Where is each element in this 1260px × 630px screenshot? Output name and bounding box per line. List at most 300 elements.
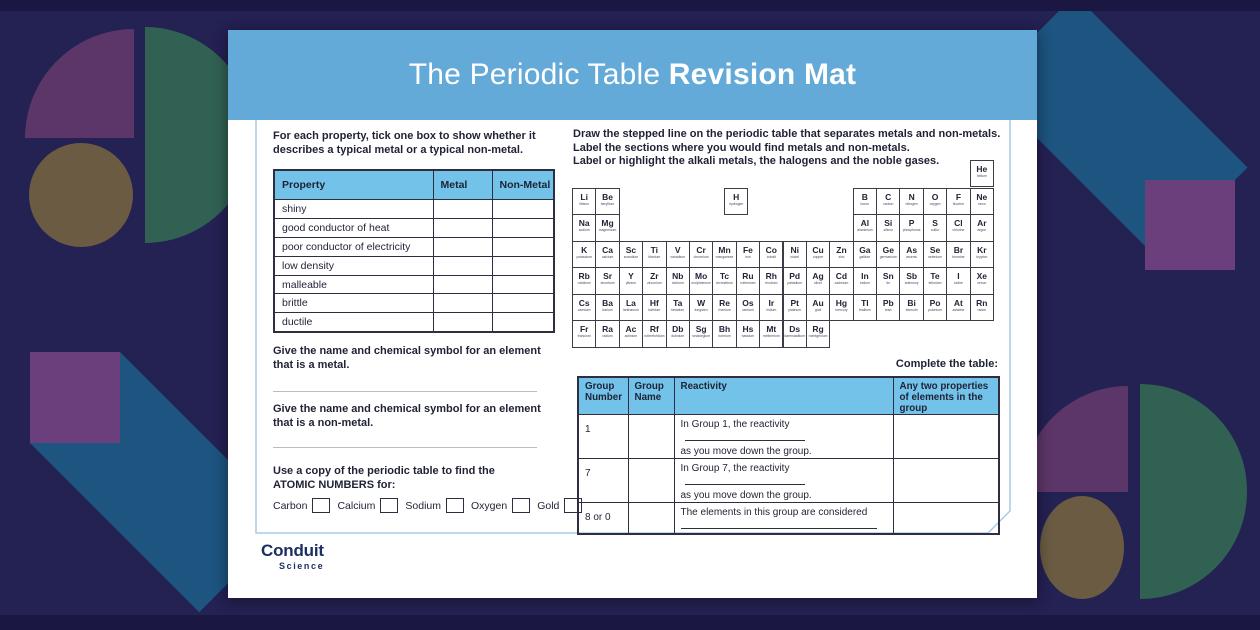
table-row [274, 237, 554, 256]
element-cell-sb [899, 267, 923, 295]
element-symbol: Ar [977, 218, 987, 228]
element-name: strontium [600, 281, 615, 285]
element-name: tellurium [928, 281, 942, 285]
element-symbol: Tl [861, 297, 869, 308]
nonmetal-tick-cell[interactable] [492, 256, 554, 275]
nonmetal-tick-cell[interactable] [492, 200, 554, 219]
element-cell-i [946, 267, 970, 295]
element-symbol: Cu [812, 244, 824, 255]
element-name: ruthenium [740, 281, 756, 285]
table-row [274, 294, 554, 313]
element-symbol: As [906, 244, 918, 255]
group-table-header-row [578, 377, 999, 415]
element-symbol: Na [578, 218, 590, 228]
element-cell-re [712, 294, 736, 322]
element-name: roentgenium [808, 334, 828, 338]
element-symbol: O [931, 191, 939, 202]
element-name: chlorine [952, 228, 965, 232]
element-symbol: Mo [694, 271, 708, 281]
element-name: dubnium [671, 334, 685, 338]
element-symbol: Bi [907, 297, 916, 308]
element-cell-al [853, 214, 877, 242]
reactivity-line2: as you move down the group. [680, 446, 812, 457]
atomic-number-box-sodium[interactable] [446, 498, 464, 513]
element-symbol: Ru [742, 271, 754, 281]
instruction-line-3: Label or highlight the alkali metals, the halogens and the noble gases. [573, 155, 940, 167]
element-name: antimony [904, 281, 919, 285]
properties-cell[interactable] [893, 459, 999, 503]
property-table [273, 169, 555, 333]
element-cell-cr [689, 241, 713, 269]
metal-prompt: Give the name and chemical symbol for an element that is a metal. [273, 345, 541, 371]
element-symbol: S [932, 218, 938, 228]
element-symbol: Zr [650, 271, 659, 281]
group-number-cell: 8 or 0 [578, 503, 628, 535]
element-cell-au [806, 294, 830, 322]
element-symbol: Db [672, 324, 684, 334]
element-name: technetium [716, 281, 733, 285]
element-cell-cd [829, 267, 853, 295]
element-name: bismuth [905, 307, 918, 312]
element-cell-br [946, 241, 970, 269]
element-symbol: Mg [601, 218, 614, 228]
element-cell-ni [783, 241, 807, 269]
element-symbol: Mn [718, 244, 731, 255]
element-cell-rb [572, 267, 596, 295]
decor-strip-bottom [0, 615, 1260, 630]
element-name: platinum [788, 307, 802, 312]
element-name: xenon [977, 281, 987, 285]
element-cell-tc [712, 267, 736, 295]
element-name: thallium [859, 307, 871, 312]
group-name-cell[interactable] [628, 503, 674, 535]
element-cell-ds [783, 320, 807, 348]
element-name: germanium [879, 254, 897, 259]
element-symbol: Pb [882, 297, 894, 308]
element-symbol: Ge [882, 244, 894, 255]
nonmetal-prompt: Give the name and chemical symbol for an element that is a non-metal. [273, 403, 541, 429]
element-name: yttrium [625, 281, 637, 285]
reactivity-cell[interactable] [674, 503, 893, 535]
element-cell-li [572, 188, 596, 216]
element-cell-ag [806, 267, 830, 295]
table-row [274, 313, 554, 332]
element-name: neon [978, 201, 986, 206]
element-cell-ge [876, 241, 900, 269]
reactivity-blank[interactable] [685, 431, 805, 441]
element-cell-y [619, 267, 643, 295]
element-name: arsenic [906, 254, 918, 259]
element-cell-fr [572, 320, 596, 348]
element-symbol: Ir [768, 297, 775, 308]
element-symbol: Po [929, 297, 941, 308]
element-cell-si [876, 214, 900, 242]
element-cell-ba [595, 294, 619, 322]
group-table [577, 376, 1000, 535]
reactivity-line2 [681, 519, 889, 533]
element-cell-ta [666, 294, 690, 322]
element-symbol: Tc [719, 271, 730, 281]
properties-cell[interactable] [893, 503, 999, 535]
table-row [274, 256, 554, 275]
metal-answer-line[interactable] [273, 391, 537, 392]
atomic-element-label: Calcium [337, 499, 376, 512]
nonmetal-tick-cell[interactable] [492, 294, 554, 313]
worksheet-page [228, 30, 1037, 598]
element-name: beryllium [600, 201, 615, 206]
element-name: aluminium [857, 228, 873, 232]
element-cell-pb [876, 294, 900, 322]
element-symbol: Sb [906, 271, 918, 281]
element-cell-ne [970, 188, 994, 216]
element-cell-cl [946, 214, 970, 242]
element-cell-o [923, 188, 947, 216]
element-cell-xe [970, 267, 994, 295]
group-number-cell: 1 [578, 415, 628, 459]
element-cell-rf [642, 320, 666, 348]
property-label: malleable [274, 275, 433, 294]
element-cell-ru [736, 267, 760, 295]
element-symbol: Cd [835, 271, 848, 281]
element-name: selenium [928, 254, 942, 259]
element-symbol: Au [812, 297, 824, 308]
element-name: iodine [953, 281, 963, 285]
logo-name: Conduit [261, 541, 324, 560]
group-header-2: Reactivity [674, 377, 893, 415]
element-symbol: Kr [977, 244, 987, 255]
metal-tick-cell[interactable] [433, 313, 492, 332]
element-name: iridium [766, 307, 777, 312]
reactivity-line1: In Group 1, the reactivity [681, 418, 889, 445]
element-symbol: Sg [695, 324, 707, 334]
element-symbol: Ne [976, 191, 988, 202]
nonmetal-tick-cell[interactable] [492, 218, 554, 237]
element-name: polonium [928, 307, 942, 312]
element-symbol: Rg [812, 324, 824, 334]
nonmetal-tick-cell[interactable] [492, 275, 554, 294]
property-header-1: Metal [433, 170, 492, 200]
reactivity-line1: In Group 7, the reactivity [681, 462, 889, 489]
table-row [578, 459, 999, 503]
element-cell-h [724, 188, 748, 216]
element-cell-la [619, 294, 643, 322]
property-instruction: For each property, tick one box to show whether it describes a typical metal or a typical non-metal. [273, 130, 536, 156]
element-name: meitnerium [762, 334, 780, 338]
element-symbol: He [976, 163, 988, 174]
element-cell-na [572, 214, 596, 242]
element-cell-hg [829, 294, 853, 322]
decor-square-left [30, 352, 120, 443]
element-name: phosphorus [902, 228, 921, 232]
property-label: ductile [274, 313, 433, 332]
element-symbol: C [885, 191, 892, 202]
element-symbol: Hg [835, 297, 848, 308]
element-cell-he [970, 160, 994, 188]
periodic-table-instructions [573, 128, 1013, 169]
element-cell-f [946, 188, 970, 216]
metal-tick-cell[interactable] [433, 275, 492, 294]
table-row [274, 275, 554, 294]
element-symbol: Te [930, 271, 940, 281]
element-name: zirconium [647, 281, 662, 285]
element-cell-zr [642, 267, 666, 295]
element-name: fluorine [952, 201, 964, 206]
element-name: rubidium [577, 281, 591, 285]
element-symbol: Sc [625, 244, 637, 255]
element-symbol: Fr [579, 324, 589, 334]
table-row [274, 218, 554, 237]
element-symbol: Rb [578, 271, 590, 281]
element-name: boron [860, 201, 870, 206]
element-cell-mt [759, 320, 783, 348]
property-table-body [274, 200, 554, 333]
element-name: radium [602, 334, 613, 338]
element-symbol: Hf [649, 297, 659, 308]
element-name: molybdenum [691, 281, 711, 285]
nonmetal-tick-cell[interactable] [492, 237, 554, 256]
element-symbol: Si [884, 218, 893, 228]
element-name: tin [886, 281, 891, 285]
element-cell-se [923, 241, 947, 269]
element-symbol: W [697, 297, 706, 308]
element-name: gallium [859, 254, 871, 259]
metal-tick-cell[interactable] [433, 256, 492, 275]
element-cell-p [899, 214, 923, 242]
element-name: radon [977, 307, 987, 312]
element-symbol: Sr [603, 271, 613, 281]
element-symbol: La [625, 297, 636, 308]
element-symbol: B [861, 191, 868, 202]
element-symbol: Mt [766, 324, 777, 334]
atomic-element-label: Gold [537, 499, 560, 512]
element-symbol: Ac [625, 324, 637, 334]
element-symbol: Fe [742, 244, 753, 255]
element-cell-at [946, 294, 970, 322]
element-name: osmium [741, 307, 754, 312]
element-symbol: Bh [718, 324, 731, 334]
element-cell-bi [899, 294, 923, 322]
element-cell-in [853, 267, 877, 295]
reactivity-line1: The elements in this group are considered [680, 507, 868, 518]
element-symbol: Li [580, 191, 588, 202]
element-cell-w [689, 294, 713, 322]
element-cell-be [595, 188, 619, 216]
element-cell-bh [712, 320, 736, 348]
element-cell-fe [736, 241, 760, 269]
periodic-table[interactable] [572, 163, 994, 347]
group-name-cell[interactable] [628, 459, 674, 503]
element-symbol: Cr [696, 244, 706, 255]
group-number-cell: 7 [578, 459, 628, 503]
decor-strip-top [0, 0, 1260, 11]
element-name: hafnium [648, 307, 661, 312]
properties-cell[interactable] [893, 415, 999, 459]
element-symbol: Nb [672, 271, 684, 281]
element-symbol: Ds [789, 324, 801, 334]
property-header-0: Property [274, 170, 433, 200]
element-name: vanadium [670, 254, 686, 259]
element-symbol: N [908, 191, 915, 202]
element-cell-zn [829, 241, 853, 269]
decor-quarter-circle-top-left [25, 29, 134, 138]
element-symbol: Al [860, 218, 870, 228]
element-symbol: Be [602, 191, 613, 202]
metal-tick-cell[interactable] [433, 237, 492, 256]
page-title-bold: Revision Mat [668, 58, 857, 91]
element-cell-db [666, 320, 690, 348]
group-header-1: Group Name [628, 377, 674, 415]
element-cell-c [876, 188, 900, 216]
element-name: helium [976, 173, 987, 178]
element-symbol: I [957, 271, 960, 281]
element-cell-mo [689, 267, 713, 295]
reactivity-blank[interactable] [681, 519, 877, 529]
element-symbol: Cs [578, 297, 590, 308]
element-name: palladium [787, 281, 802, 285]
element-name: barium [602, 307, 613, 312]
element-symbol: Se [929, 244, 941, 255]
nonmetal-tick-cell[interactable] [492, 313, 554, 332]
element-cell-sn [876, 267, 900, 295]
element-cell-as [899, 241, 923, 269]
property-table-header-row [274, 170, 554, 200]
element-cell-kr [970, 241, 994, 269]
element-cell-rg [806, 320, 830, 348]
element-cell-ar [970, 214, 994, 242]
element-cell-mn [712, 241, 736, 269]
element-cell-co [759, 241, 783, 269]
group-name-cell[interactable] [628, 415, 674, 459]
element-symbol: Ca [602, 244, 613, 255]
element-cell-ti [642, 241, 666, 269]
complete-table-label: Complete the table: [895, 358, 998, 370]
element-symbol: Y [628, 271, 634, 281]
atomic-number-box-carbon[interactable] [312, 498, 330, 513]
element-symbol: Pd [789, 271, 801, 281]
element-symbol: P [908, 218, 915, 228]
atomic-number-box-calcium[interactable] [380, 498, 398, 513]
reactivity-cell[interactable] [674, 415, 893, 459]
property-label: poor conductor of electricity [274, 237, 433, 256]
element-name: rhenium [718, 307, 731, 312]
element-cell-b [853, 188, 877, 216]
element-cell-tl [853, 294, 877, 322]
element-name: gold [814, 307, 822, 312]
property-header-2: Non-Metal [492, 170, 554, 200]
element-cell-sc [619, 241, 643, 269]
element-symbol: Rn [976, 297, 988, 308]
element-symbol: Os [742, 297, 754, 308]
element-name: calcium [601, 254, 614, 259]
metal-tick-cell[interactable] [433, 294, 492, 313]
element-name: tantalum [671, 307, 685, 312]
element-name: silver [814, 281, 823, 285]
element-name: darmstadtium [784, 334, 805, 338]
element-name: rhodium [765, 281, 778, 285]
element-symbol: Sn [882, 271, 894, 281]
element-name: cobalt [766, 254, 776, 259]
element-symbol: Hs [742, 324, 754, 334]
element-symbol: Ni [790, 244, 799, 255]
logo-subtitle: Science [279, 561, 325, 571]
element-cell-cu [806, 241, 830, 269]
element-name: oxygen [929, 201, 941, 206]
element-name: copper [812, 254, 824, 259]
atomic-element-label: Carbon [273, 499, 308, 512]
element-name: potassium [576, 254, 592, 259]
element-cell-v [666, 241, 690, 269]
reactivity-blank[interactable] [685, 475, 805, 485]
atomic-element-label: Sodium [405, 499, 441, 512]
element-name: rutherfordium [644, 334, 665, 338]
element-symbol: Xe [976, 271, 988, 281]
instruction-line-1: Draw the stepped line on the periodic table that separates metals and non-metals. [573, 128, 1001, 140]
atomic-element-label: Oxygen [471, 499, 508, 512]
decor-square-right [1145, 180, 1235, 270]
decor-half-disc-bottom-right [1140, 384, 1247, 599]
element-name: cadmium [834, 281, 849, 285]
element-name: titanium [648, 254, 661, 259]
element-symbol: Rf [649, 324, 659, 334]
element-name: mercury [835, 307, 848, 312]
element-symbol: Cl [954, 218, 963, 228]
table-row [274, 200, 554, 219]
property-label: shiny [274, 200, 433, 219]
element-symbol: Rh [765, 271, 777, 281]
element-symbol: At [953, 297, 963, 308]
element-name: francium [577, 334, 591, 338]
element-name: lead [885, 307, 892, 312]
element-name: argon [977, 228, 987, 232]
element-name: nickel [790, 254, 800, 259]
instruction-line-2: Label the sections where you would find metals and non-metals. [573, 141, 910, 154]
table-row [578, 415, 999, 459]
element-name: caesium [577, 307, 591, 312]
element-name: chromium [693, 254, 709, 259]
reactivity-cell[interactable] [674, 459, 893, 503]
element-symbol: Ra [602, 324, 613, 334]
element-cell-nb [666, 267, 690, 295]
element-name: magnesium [598, 228, 617, 232]
metal-tick-cell[interactable] [433, 218, 492, 237]
title-banner [228, 30, 1037, 120]
element-symbol: V [674, 244, 681, 255]
element-cell-pt [783, 294, 807, 322]
element-symbol: H [733, 191, 740, 202]
element-cell-cs [572, 294, 596, 322]
nonmetal-answer-line[interactable] [273, 447, 537, 448]
element-cell-sr [595, 267, 619, 295]
element-cell-n [899, 188, 923, 216]
element-name: zinc [838, 254, 845, 259]
element-name: silicon [883, 228, 893, 232]
element-cell-hs [736, 320, 760, 348]
element-name: nitrogen [905, 201, 918, 206]
element-cell-te [923, 267, 947, 295]
element-cell-mg [595, 214, 619, 242]
element-symbol: F [955, 191, 962, 202]
element-name: sodium [578, 228, 590, 232]
atomic-number-box-oxygen[interactable] [512, 498, 530, 513]
property-label: low density [274, 256, 433, 275]
decor-circle-left [29, 143, 133, 247]
table-row [578, 503, 999, 535]
metal-tick-cell[interactable] [433, 200, 492, 219]
element-symbol: Br [953, 244, 964, 255]
element-cell-s [923, 214, 947, 242]
element-name: tungsten [694, 307, 708, 312]
element-cell-hf [642, 294, 666, 322]
